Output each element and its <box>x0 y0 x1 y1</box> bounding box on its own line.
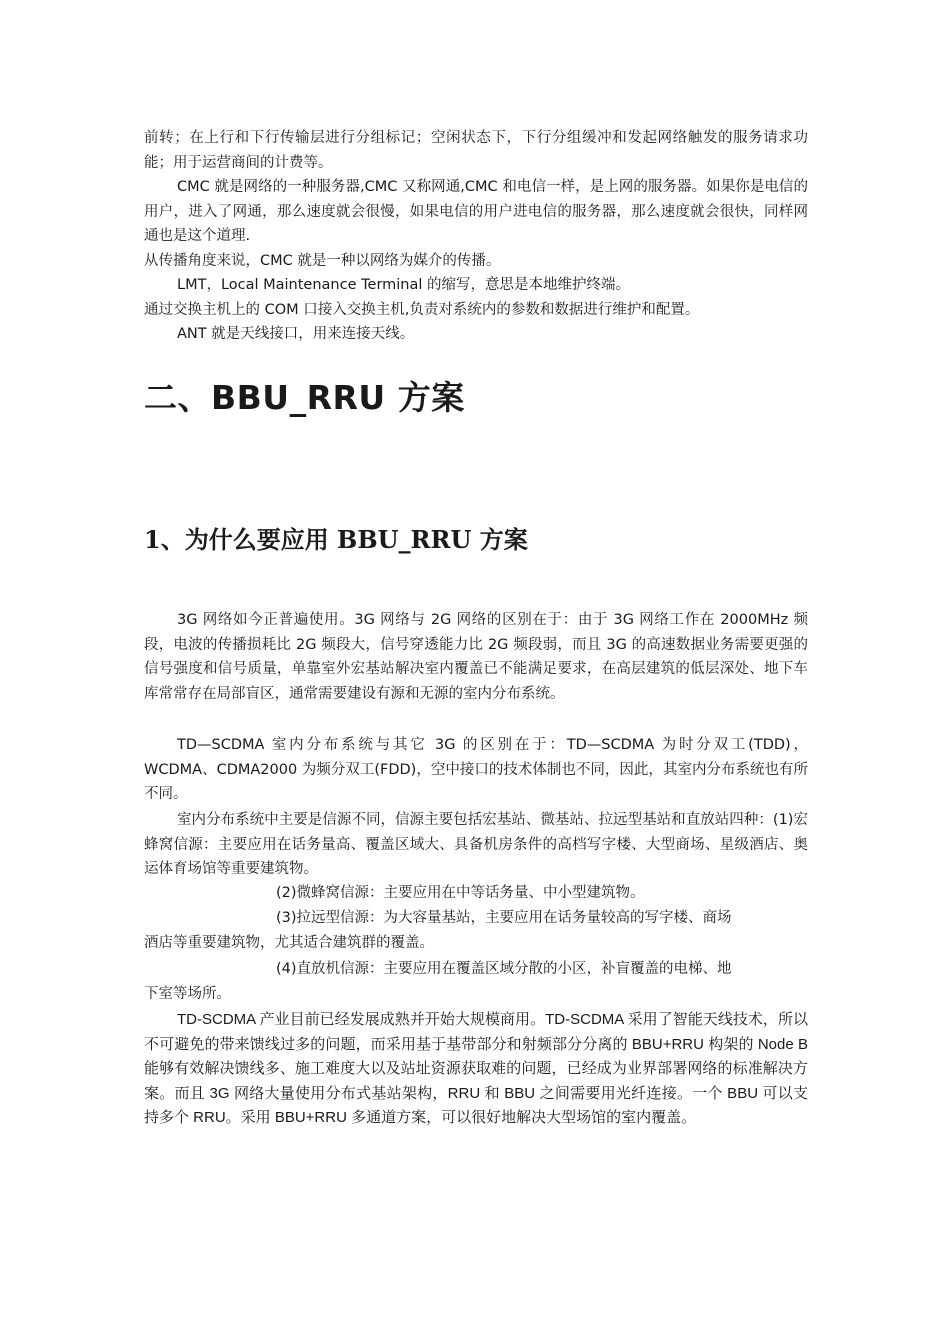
paragraph: 从传播角度来说，CMC 就是一种以网络为媒介的传播。 <box>144 253 501 269</box>
paragraph: 室内分布系统中主要是信源不同，信源主要包括宏基站、微基站、拉远型基站和直放站四种：(1)宏蜂窝信源：主要应用在话务量高、覆盖区域大、具备机房条件的高档写字楼、大型商场、星级酒店、奥运体育场馆等重要建筑物。 <box>144 812 808 877</box>
paragraph: 前转；在上行和下行传输层进行分组标记；空闲状态下，下行分组缓冲和发起网络触发的服务请求功能；用于运营商间的计费等。 <box>144 130 808 171</box>
paragraph: ANT 就是天线接口，用来连接天线。 <box>177 326 415 342</box>
paragraph: (3)拉远型信源：为大容量基站，主要应用在话务量较高的写字楼、商场 <box>276 910 732 926</box>
paragraph: CMC 就是网络的一种服务器,CMC 又称网通,CMC 和电信一样，是上网的服务器。如果你是电信的用户，进入了网通，那么速度就会很慢，如果电信的用户进电信的服务器，那么速度就会很快，同样网通也是这个道理. <box>144 179 808 244</box>
paragraph: 下室等场所。 <box>144 986 231 1002</box>
paragraph: (4)直放机信源：主要应用在覆盖区域分散的小区，补盲覆盖的电梯、地 <box>276 961 732 977</box>
paragraph: TD-SCDMA 产业目前已经发展成熟并开始大规模商用。TD-SCDMA 采用了智能天线技术，所以不可避免的带来馈线过多的问题，而采用基于基带部分和射频部分分离的 BBU+RRU 构架的 Node B 能够有效解决馈线多、施工难度大以及站址资源获取难的问题，已经成为业界部署网络的标准解决方案。而且 3G 网络大量使用分布式基站架构，RRU 和 BBU 之间需要用光纤连接。一个 BBU 可以支持多个 RRU。采用 BBU+RRU 多通道方案，可以很好地解决大型场馆的室内覆盖。 <box>144 1011 808 1126</box>
paragraph: LMT，Local Maintenance Terminal 的缩写，意思是本地维护终端。 <box>177 277 631 293</box>
paragraph: 3G 网络如今正普遍使用。3G 网络与 2G 网络的区别在于：由于 3G 网络工作在 2000MHz 频段，电波的传播损耗比 2G 频段大，信号穿透能力比 2G 频段弱，而且 3G 的高速数据业务需要更强的信号强度和信号质量，单靠室外宏基站解决室内覆盖已不能满足要求，在高层建筑的低层深处、地下车库常常存在局部盲区，通常需要建设有源和无源的室内分布系统。 <box>144 612 808 702</box>
subsection-heading: 1、为什么要应用 BBU_RRU 方案 <box>144 525 528 554</box>
paragraph: (2)微蜂窝信源：主要应用在中等话务量、中小型建筑物。 <box>276 885 645 901</box>
section-heading: 二、BBU_RRU 方案 <box>144 378 465 417</box>
paragraph: 通过交换主机上的 COM 口接入交换主机,负责对系统内的参数和数据进行维护和配置。 <box>144 302 700 318</box>
paragraph: TD—SCDMA 室内分布系统与其它 3G 的区别在于：TD—SCDMA 为时分双工(TDD)，WCDMA、CDMA2000 为频分双工(FDD)，空中接口的技术体制也不同，因此，其室内分布系统也有所不同。 <box>144 737 808 802</box>
paragraph: 酒店等重要建筑物，尤其适合建筑群的覆盖。 <box>144 935 434 951</box>
